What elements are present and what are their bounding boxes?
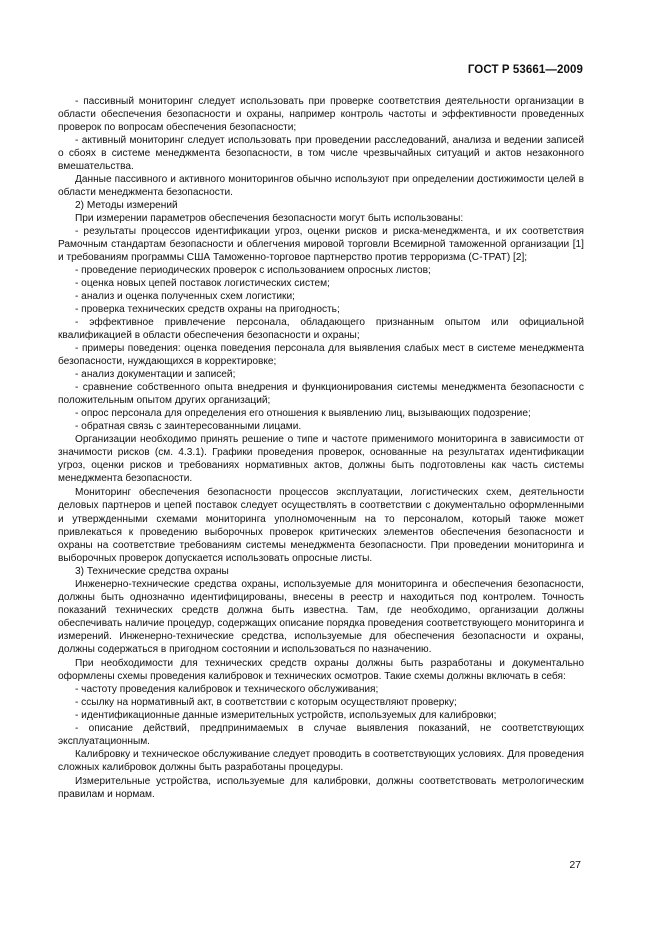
list-item: - результаты процессов идентификации угроз, оценки рисков и риска-менеджмента, и их соответствия Рамочным стандартам безопасности и облегчения мировой торговли Всемирной таможенной организации [1] и требованиям программы США Таможенно-торговое партнерство против терроризма (C-TPAT) [2]; [58,226,584,264]
paragraph: При необходимости для технических средств охраны должны быть разработаны и документально оформлены схемы проведения калибровок и технических осмотров. Такие схемы должны включать в себя: [58,657,584,682]
page-number: 27 [569,859,581,871]
list-item: - оценка новых цепей поставок логистических систем; [75,278,330,290]
list-item: - анализ и оценка полученных схем логистики; [75,291,295,303]
list-item: - описание действий, предпринимаемых в случае выявления показаний, не соответствующих эксплуатационным. [58,722,584,747]
list-item: - эффективное привлечение персонала, обладающего признанным опытом или официальной квалификацией в области обеспечения безопасности и охраны; [58,317,584,342]
list-item: - сравнение собственного опыта внедрения и функционирования системы менеджмента безопасности с положительным опытом других организаций; [58,382,584,407]
section-heading: 2) Методы измерений [75,200,178,212]
list-item: - проведение периодических проверок с использованием опросных листов; [75,265,431,277]
paragraph: Калибровку и техническое обслуживание следует проводить в соответствующих условиях. Для проведения сложных калибровок должны быть разработаны процедуры. [58,748,584,773]
list-item: - опрос персонала для определения его отношения к выявлению лиц, вызывающих подозрение; [75,408,531,420]
paragraph: - пассивный мониторинг следует использовать при проверке соответствия деятельности организации в области обеспечения безопасности и охраны, например контроль частоты и эффективности проведенных проверок по вопросам обеспечения безопасности; [58,96,584,134]
list-item: - ссылку на нормативный акт, в соответствии с которым осуществляют проверку; [75,696,457,708]
paragraph: Измерительные устройства, используемые для калибровки, должны соответствовать метрологическим правилам и нормам. [58,775,584,800]
list-item: - обратная связь с заинтересованными лицами. [75,421,302,433]
paragraph: При измерении параметров обеспечения безопасности могут быть использованы: [75,213,464,225]
section-heading: 3) Технические средства охраны [75,565,229,577]
list-item: - примеры поведения: оценка поведения персонала для выявления слабых мест в системе менеджмента безопасности, нуждающихся в корректировке; [58,343,584,368]
paragraph: Данные пассивного и активного мониторингов обычно используют при определении достижимости целей в области менеджмента безопасности. [58,174,584,199]
list-item: - проверка технических средств охраны на пригодность; [75,304,340,316]
list-item: - частоту проведения калибровок и технического обслуживания; [75,683,379,695]
document-code: ГОСТ Р 53661—2009 [467,64,583,76]
paragraph: Мониторинг обеспечения безопасности процессов эксплуатации, логистических схем, деятельности деловых партнеров и цепей поставок следует осуществлять в соответствии с документально оформленными и утвержденными схемами мониторинга уполномоченным на то персоналом, который также может привлекаться к проведению выборочных проверок критических элементов обеспечения безопасности и охраны на соответствие требованиям системы менеджмента безопасности. При проведении мониторинга и выборочных проверок допускается использовать опросные листы. [58,487,584,564]
paragraph: Инженерно-технические средства охраны, используемые для мониторинга и обеспечения безопасности, должны быть однозначно идентифицированы, внесены в реестр и находиться под контролем. Точность показаний технических средств должна быть известна. Там, где необходимо, организации должны обеспечивать наличие процедур, содержащих описание порядка проведения соответствующего мониторинга и измерений. Инженерно-технические средства, используемые для обеспечения безопасности и охраны, должны содержаться в пригодном состоянии и использоваться по назначению. [58,578,584,655]
paragraph: - активный мониторинг следует использовать при проведении расследований, анализа и ведении записей о сбоях в системе менеджмента безопасности, в том числе чрезвычайных ситуаций и актов незаконного вмешательства. [58,135,584,173]
paragraph: Организации необходимо принять решение о типе и частоте применимого мониторинга в зависимости от значимости рисков (см. 4.3.1). Графики проведения проверок, основанные на результатах идентификации угроз, оценки рисков и требованиях нормативных актов, должны быть подготовлены как часть системы менеджмента безопасности. [58,434,584,485]
page-body [58,95,584,801]
list-item: - анализ документации и записей; [75,369,236,381]
list-item: - идентификационные данные измерительных устройств, используемых для калибровки; [75,709,497,721]
